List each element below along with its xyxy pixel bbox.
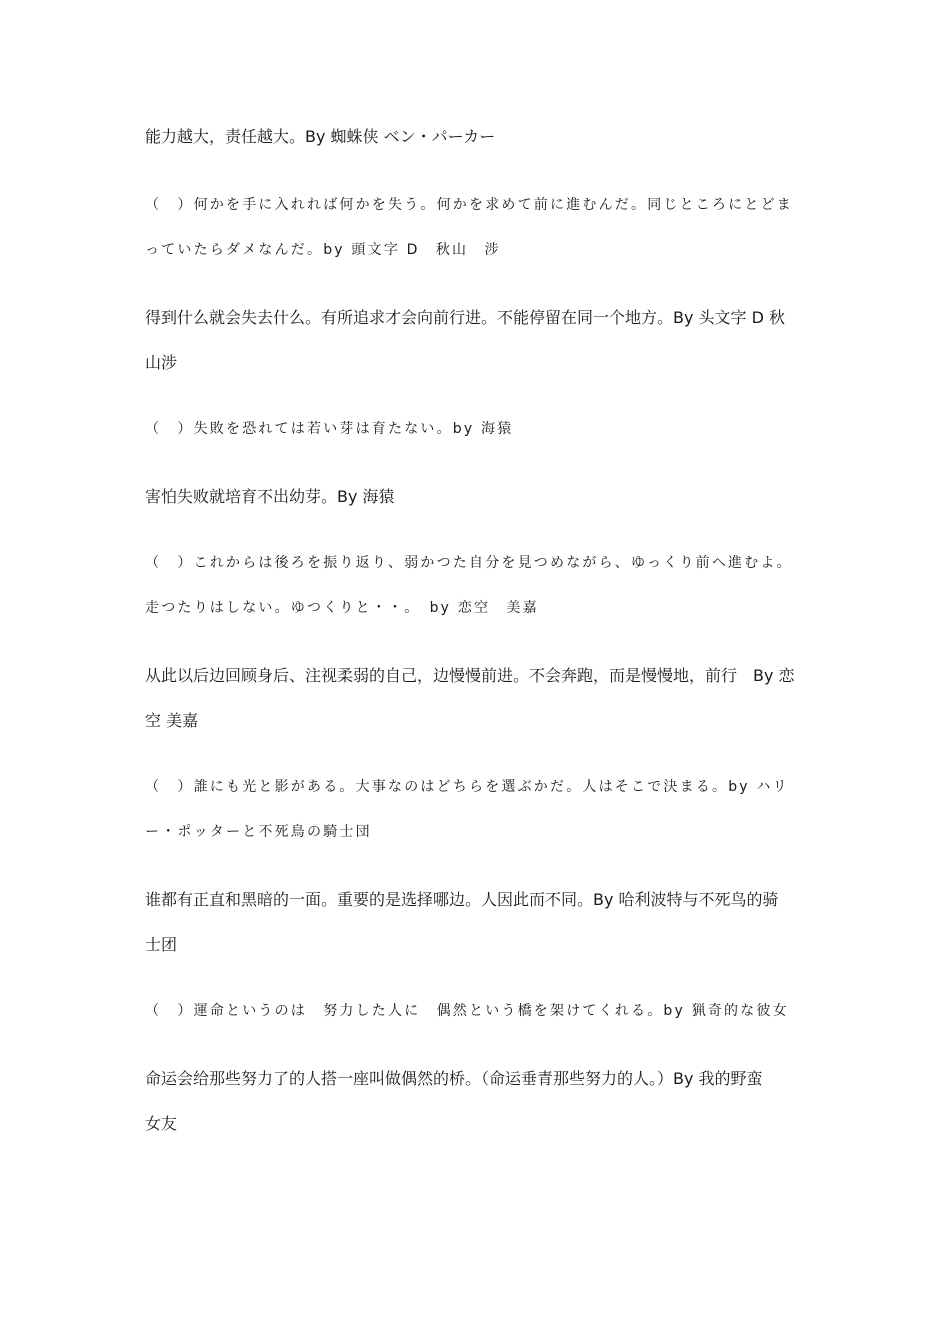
text-line: （ ）何かを手に入れれば何かを失う。何かを求めて前に進むんだ。同じところにとどま	[145, 197, 793, 213]
text-line: 女友	[145, 1114, 178, 1133]
text-line: 空 美嘉	[145, 711, 199, 730]
text-line: （ ）失敗を恐れては若い芽は育たない。by 海猿	[145, 421, 514, 437]
text-line: 士团	[145, 935, 178, 954]
text-line: ー・ポッターと不死鳥の騎士団	[145, 824, 372, 840]
text-line: っていたらダメなんだ。by 頭文字 D 秋山 涉	[145, 242, 501, 258]
text-line: （ ）これからは後ろを振り返り、弱かつた自分を見つめながら、ゆっくり前へ進むよ。	[145, 555, 793, 571]
text-line: 谁都有正直和黑暗的一面。重要的是选择哪边。人因此而不同。By 哈利波特与不死鸟的骑	[145, 890, 779, 909]
text-line: 得到什么就会失去什么。有所追求才会向前行进。不能停留在同一个地方。By 头文字 D 秋	[145, 308, 786, 327]
text-line: 命运会给那些努力了的人搭一座叫做偶然的桥。（命运垂青那些努力的人。）By 我的野蛮	[145, 1069, 763, 1088]
text-line: （ ）運命というのは 努力した人に 偶然という橋を架けてくれる。by 猟奇的な彼女	[145, 1003, 789, 1019]
text-line: 山涉	[145, 353, 178, 372]
text-line: 走つたりはしない。ゆつくりと・・。 by 恋空 美嘉	[145, 600, 539, 616]
text-line: 害怕失败就培育不出幼芽。By 海猿	[145, 487, 395, 506]
text-line: （ ）誰にも光と影がある。大事なのはどちらを選ぶかだ。人はそこで決まる。by ハリ	[145, 779, 789, 795]
text-line: 从此以后边回顾身后、注视柔弱的自己，边慢慢前进。不会奔跑，而是慢慢地，前行 By 恋	[145, 666, 795, 685]
text-line: 能力越大，责任越大。By 蜘蛛侠 ベン・パーカー	[145, 127, 496, 146]
